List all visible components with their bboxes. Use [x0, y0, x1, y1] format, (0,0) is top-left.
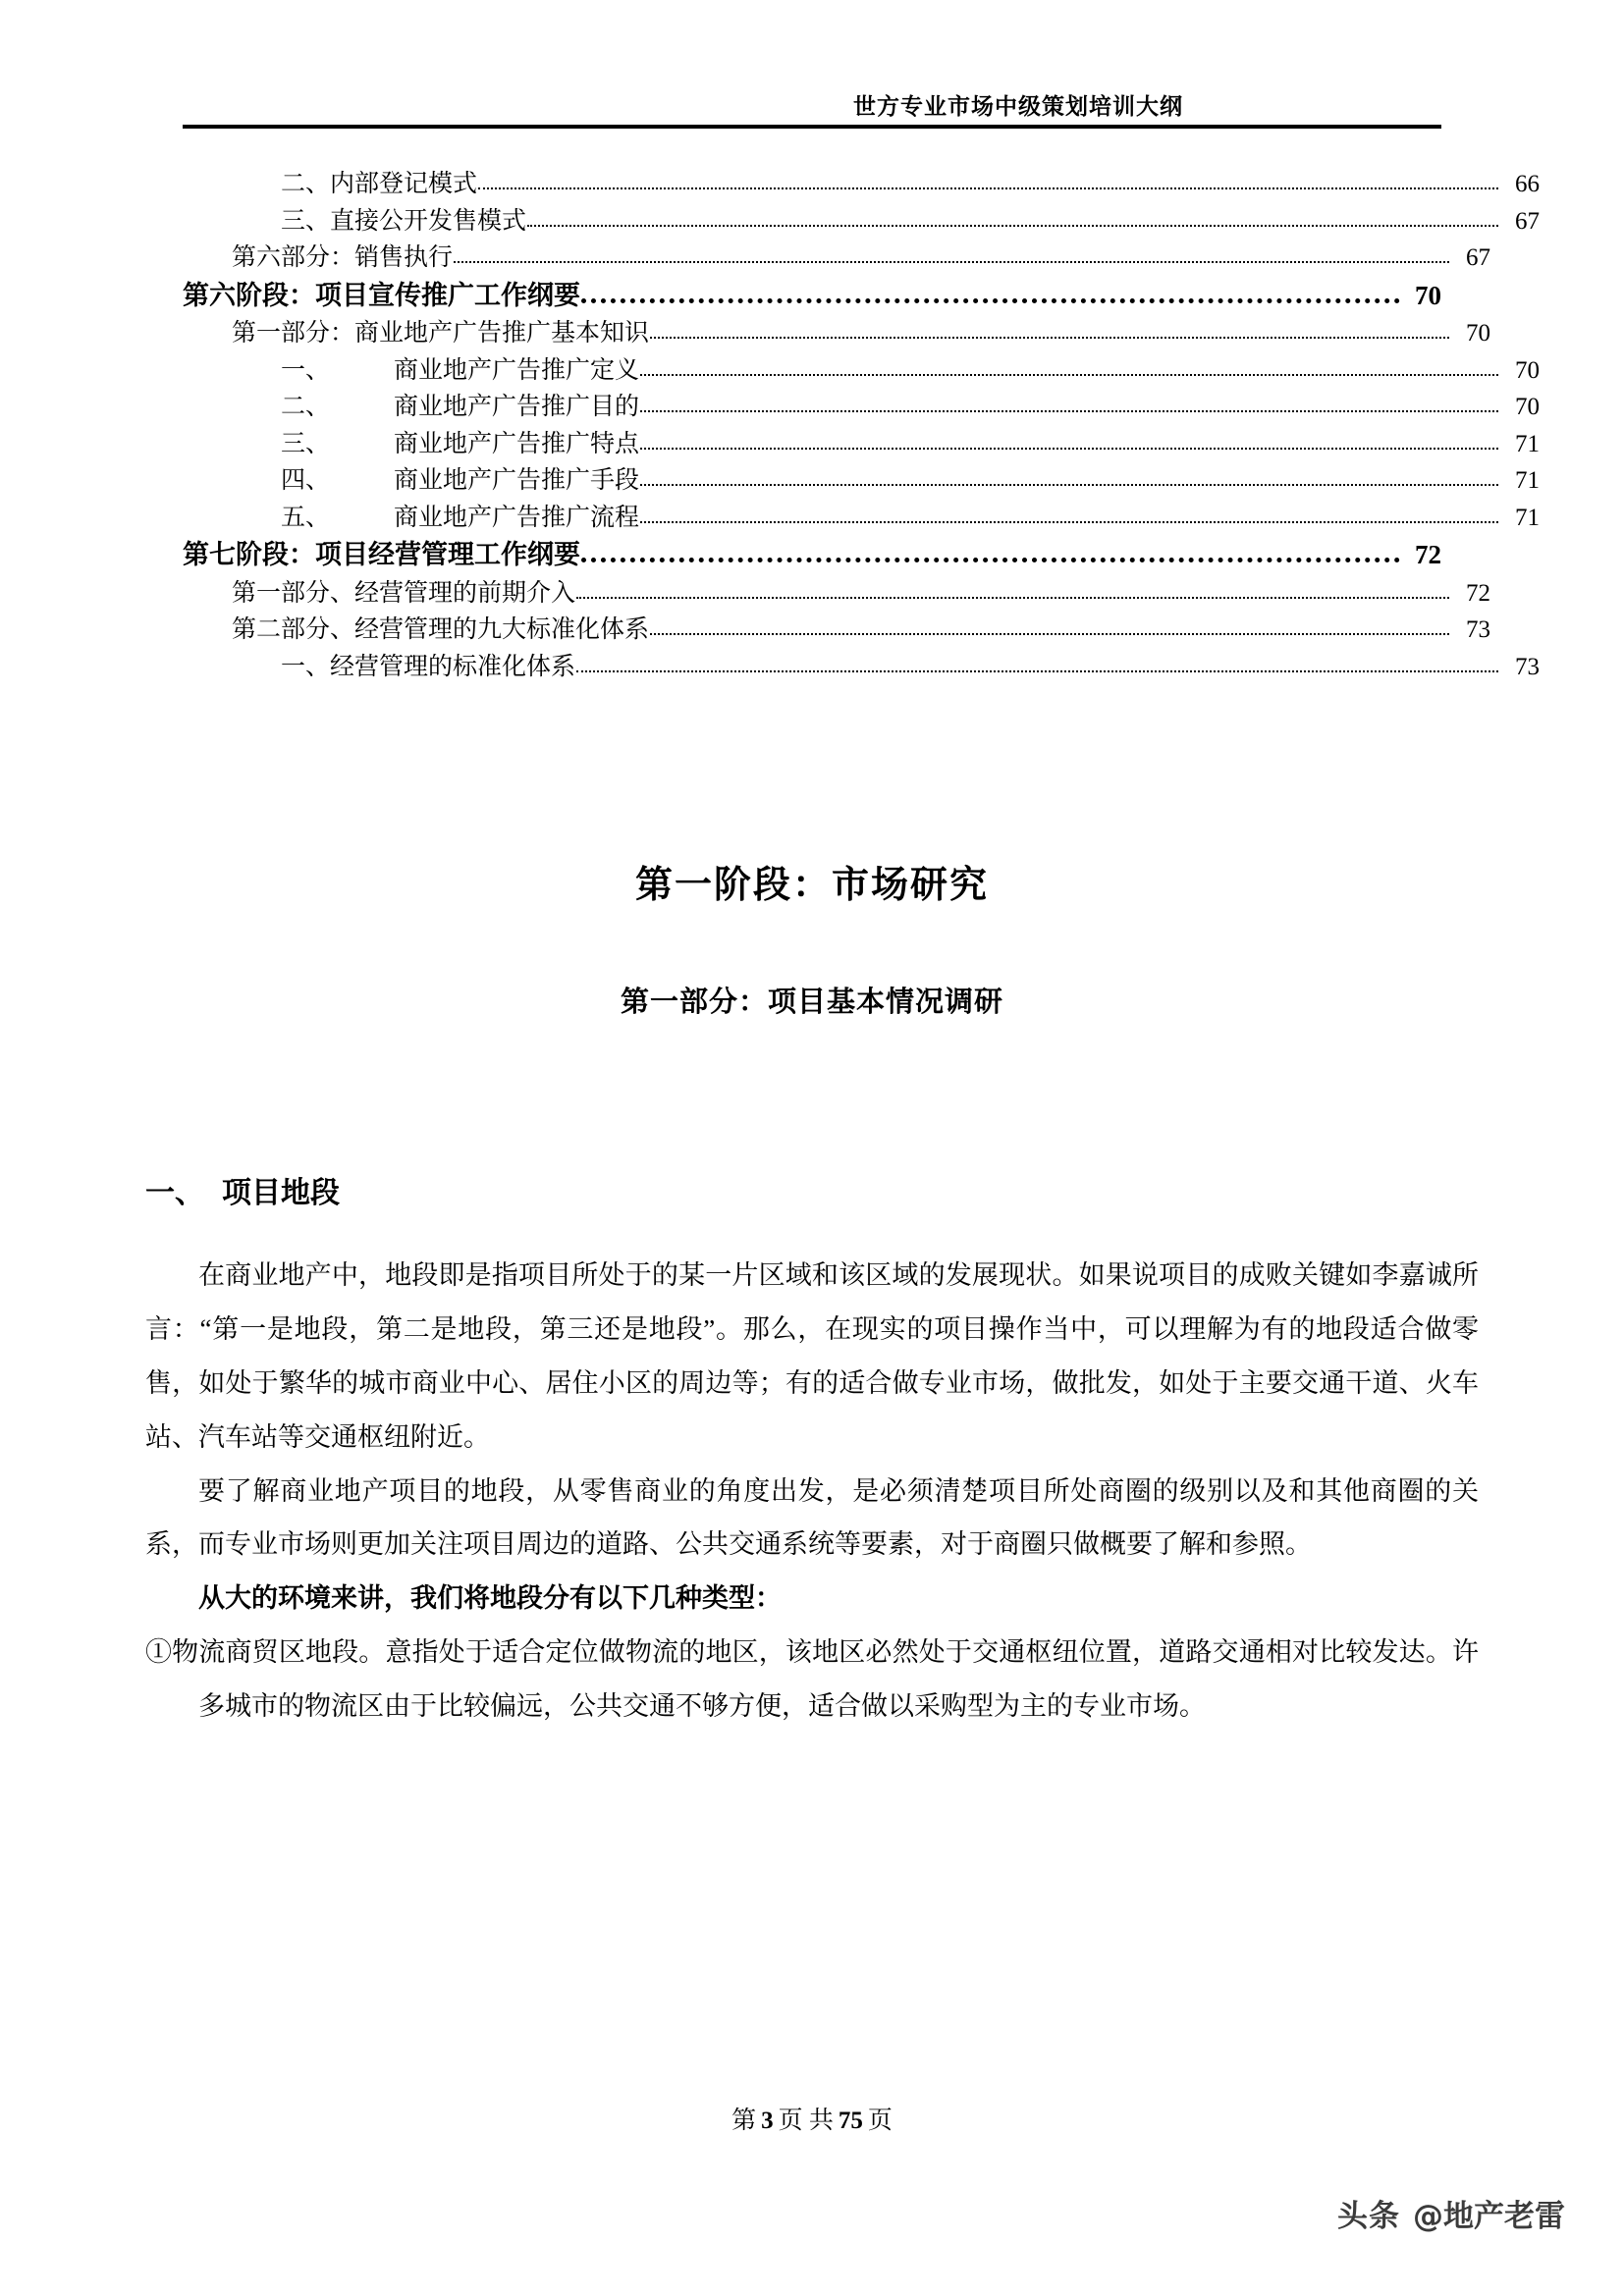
toc-entry-page-number: 73: [1466, 616, 1490, 643]
toc-leader-dots: [527, 225, 1498, 227]
toc-leader-dots: [640, 484, 1498, 486]
toc-entry-number: 二、: [281, 394, 331, 420]
toc-entry-label: 第六阶段：项目宣传推广工作纲要: [183, 280, 580, 310]
toc-entry[interactable]: [183, 209, 1540, 234]
toc-entry[interactable]: [183, 655, 1540, 679]
toc-entry-page-number: 70: [1515, 394, 1540, 420]
toc-entry[interactable]: [183, 617, 1490, 642]
toc-entry-page-number: 73: [1515, 653, 1540, 680]
watermark-brand: 头条: [1337, 2199, 1400, 2234]
section-title: 项目地段: [222, 1177, 340, 1210]
toc-entry-label: 一、经营管理的标准化体系: [281, 653, 576, 680]
toc-entry-page-number: 70: [1466, 320, 1490, 347]
toc-leader-dots: [576, 670, 1498, 672]
toc-entry[interactable]: [183, 581, 1490, 606]
toc-entry[interactable]: [183, 172, 1540, 196]
toc-entry-label: 第一部分：商业地产广告推广基本知识: [232, 320, 650, 347]
toc-entry-page-number: 67: [1515, 207, 1540, 235]
toc-entry-page-number: 70: [1415, 280, 1441, 310]
toc-entry-label: 商业地产广告推广特点: [394, 430, 640, 457]
table-of-contents: [183, 171, 1540, 691]
toc-entry[interactable]: [183, 321, 1490, 346]
toc-entry[interactable]: [183, 395, 1540, 419]
footer-page-number: 3: [761, 2108, 774, 2134]
toc-entry-label: 商业地产广告推广定义: [394, 356, 640, 384]
toc-entry-label: 第六部分：销售执行: [232, 244, 454, 271]
paragraph-1: 在商业地产中，地段即是指项目所处于的某一片区域和该区域的发展现状。如果说项目的成败关键如李嘉诚所言：“第一是地段，第二是地段，第三还是地段”。那么，在现实的项目操作当中，可以理解为有的地段适合做零售，如处于繁华的城市商业中心、居住小区的周边等；有的适合做专业市场，做批发，如处于主要交通干道、火车站、汽车站等交通枢纽附近。: [145, 1260, 1479, 1452]
footer-suffix: 页: [867, 2108, 893, 2134]
toc-entry-number: 一、: [281, 356, 331, 384]
toc-leader-dots: [640, 374, 1498, 376]
part-title: 第一部分：项目基本情况调研: [620, 986, 1003, 1018]
watermark-handle: @地产老雷: [1413, 2199, 1565, 2234]
toc-entry-page-number: 67: [1466, 244, 1490, 271]
toc-leader-dots: [650, 337, 1449, 339]
section-number: 一、: [145, 1177, 204, 1210]
toc-entry-page-number: 71: [1515, 430, 1540, 457]
page-footer: [0, 2101, 1624, 2136]
toc-entry-number: 四、: [281, 467, 331, 494]
section-heading: [145, 1176, 1479, 1211]
toc-entry-page-number: 72: [1466, 579, 1490, 607]
toc-entry[interactable]: [183, 432, 1540, 456]
toc-leader-dots: [650, 633, 1449, 635]
page-header: [183, 94, 1441, 129]
toc-entry-label: 第七阶段：项目经营管理工作纲要: [183, 540, 580, 569]
list-item-1-lead: ①物流商贸区地段。: [145, 1636, 386, 1667]
toc-entry-label: 第一部分、经营管理的前期介入: [232, 579, 576, 607]
toc-leader-dots: [640, 448, 1498, 450]
watermark: [1337, 2191, 1565, 2235]
toc-leader-dots: [478, 187, 1498, 189]
toc-entry-label: 三、直接公开发售模式: [281, 207, 527, 235]
header-title: 世方专业市场中级策划培训大纲: [853, 94, 1183, 119]
toc-leader-dots: [640, 410, 1498, 412]
paragraph-2: 要了解商业地产项目的地段，从零售商业的角度出发，是必须清楚项目所处商圈的级别以及和其他商圈的关系，而专业市场则更加关注项目周边的道路、公共交通系统等要素，对于商圈只做概要了解和参照。: [145, 1475, 1479, 1560]
toc-leader-dots: [581, 298, 1400, 303]
stage-title: 第一阶段：市场研究: [634, 865, 989, 906]
toc-entry-page-number: 66: [1515, 171, 1540, 197]
header-rule: [183, 125, 1441, 129]
toc-leader-dots: [640, 521, 1498, 523]
toc-entry-label: 第二部分、经营管理的九大标准化体系: [232, 616, 650, 643]
toc-entry-page-number: 71: [1515, 467, 1540, 494]
toc-entry-label: 商业地产广告推广手段: [394, 467, 640, 494]
list-item-1: [145, 1626, 1479, 1734]
footer-prefix: 第: [731, 2108, 757, 2134]
toc-entry-page-number: 72: [1415, 540, 1441, 569]
toc-entry[interactable]: [183, 358, 1540, 383]
toc-leader-dots: [454, 261, 1449, 263]
document-body: [145, 864, 1479, 1734]
toc-entry-page-number: 71: [1515, 504, 1540, 531]
toc-entry-page-number: 70: [1515, 356, 1540, 384]
list-item-1-text: 意指处于适合定位做物流的地区，该地区必然处于交通枢纽位置，道路交通相对比较发达。许多城市的物流区由于比较偏远，公共交通不够方便，适合做以采购型为主的专业市场。: [198, 1636, 1480, 1721]
toc-entry-number: 五、: [281, 504, 331, 531]
toc-entry[interactable]: [183, 542, 1441, 568]
paragraph-3: 从大的环境来讲，我们将地段分有以下几种类型：: [198, 1583, 782, 1614]
toc-entry[interactable]: [183, 245, 1490, 270]
toc-entry-label: 商业地产广告推广目的: [394, 394, 640, 420]
toc-entry[interactable]: [183, 506, 1540, 530]
toc-entry-label: 二、内部登记模式: [281, 171, 478, 197]
toc-entry-number: 三、: [281, 430, 331, 457]
toc-entry[interactable]: [183, 280, 1441, 310]
toc-leader-dots: [576, 597, 1449, 599]
toc-entry[interactable]: [183, 468, 1540, 493]
toc-leader-dots: [581, 558, 1400, 562]
footer-total-pages: 75: [838, 2108, 863, 2134]
footer-middle: 页 共: [778, 2108, 834, 2134]
toc-entry-label: 商业地产广告推广流程: [394, 504, 640, 531]
